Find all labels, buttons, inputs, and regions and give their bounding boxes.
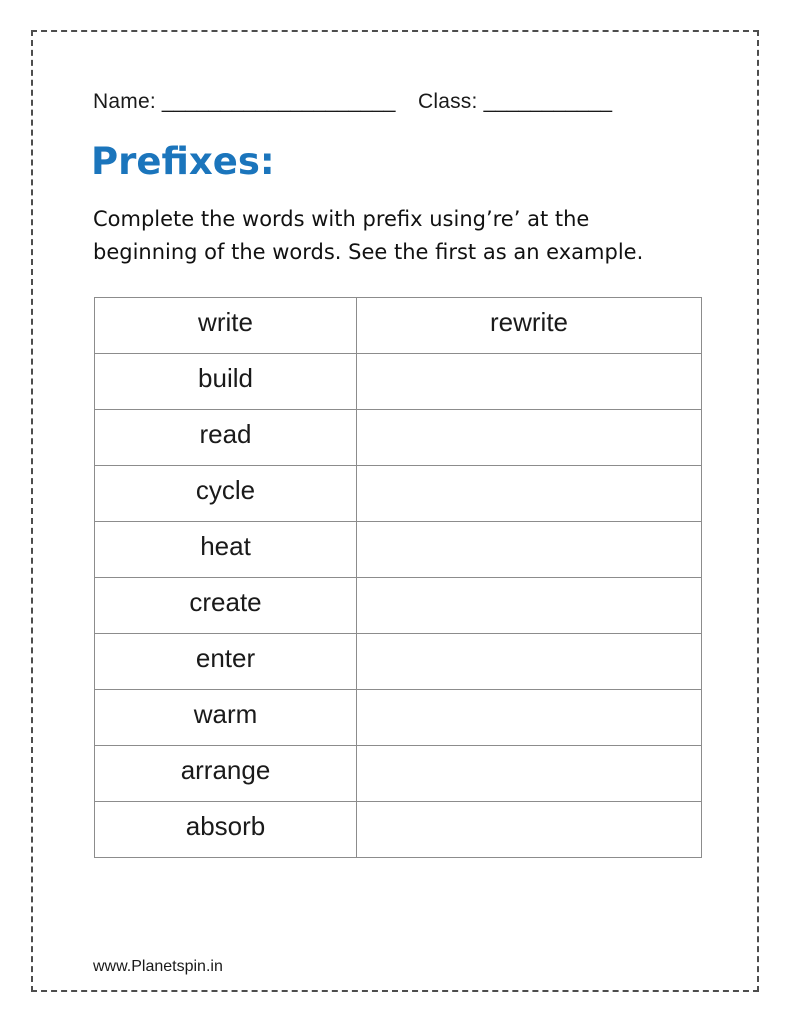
class-label: Class: xyxy=(418,90,478,113)
prefix-table xyxy=(94,297,702,858)
word-cell: arrange xyxy=(95,746,357,802)
table-row xyxy=(95,522,702,578)
name-blank-line[interactable]: ____________________ xyxy=(161,90,396,113)
answer-cell: rewrite xyxy=(357,298,702,354)
answer-cell[interactable] xyxy=(357,690,702,746)
table-row xyxy=(95,354,702,410)
table-row xyxy=(95,690,702,746)
answer-cell[interactable] xyxy=(357,410,702,466)
table-row xyxy=(95,578,702,634)
table-row xyxy=(95,466,702,522)
answer-cell[interactable] xyxy=(357,634,702,690)
table-row xyxy=(95,410,702,466)
instructions-line-2: beginning of the words. See the first as an example. xyxy=(93,240,644,264)
word-cell: write xyxy=(95,298,357,354)
name-label: Name: xyxy=(93,90,156,113)
answer-cell[interactable] xyxy=(357,466,702,522)
class-blank-line[interactable]: ___________ xyxy=(483,90,613,113)
table-row xyxy=(95,298,702,354)
answer-cell[interactable] xyxy=(357,354,702,410)
name-field xyxy=(93,90,396,114)
answer-cell[interactable] xyxy=(357,578,702,634)
answer-cell[interactable] xyxy=(357,522,702,578)
class-field xyxy=(418,90,612,114)
page-title: Prefixes: xyxy=(91,140,275,183)
instructions-line-1: Complete the words with prefix using’re’ at the xyxy=(93,207,590,231)
word-cell: read xyxy=(95,410,357,466)
word-cell: absorb xyxy=(95,802,357,858)
word-cell: heat xyxy=(95,522,357,578)
website-footer: www.Planetspin.in xyxy=(93,958,223,975)
word-cell: build xyxy=(95,354,357,410)
answer-cell[interactable] xyxy=(357,746,702,802)
word-cell: cycle xyxy=(95,466,357,522)
table-row xyxy=(95,746,702,802)
word-cell: enter xyxy=(95,634,357,690)
table-row xyxy=(95,634,702,690)
word-cell: create xyxy=(95,578,357,634)
answer-cell[interactable] xyxy=(357,802,702,858)
word-cell: warm xyxy=(95,690,357,746)
instructions xyxy=(93,203,733,269)
table-row xyxy=(95,802,702,858)
